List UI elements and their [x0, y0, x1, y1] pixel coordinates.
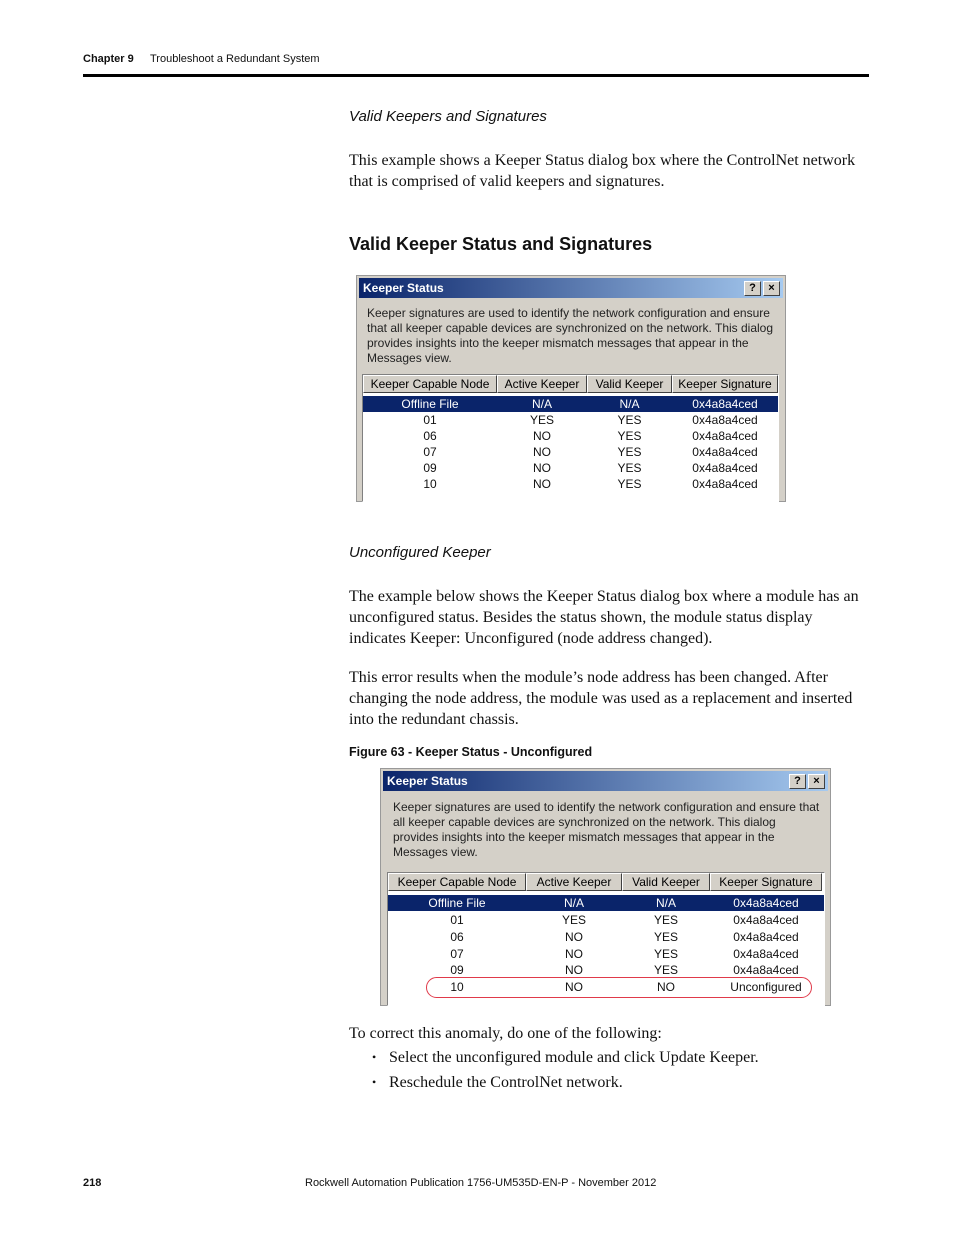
dialog-description: Keeper signatures are used to identify the network configuration and ensure that all keeper capable devices are synchronized on the network. This dialog provides insights into the keeper mismatch messages that appear in the Messages view.: [393, 800, 820, 859]
cell-signature: 0x4a8a4ced: [733, 896, 799, 910]
cell-valid: NO: [657, 980, 675, 994]
column-header-active[interactable]: Active Keeper: [526, 873, 622, 891]
cell-signature: 0x4a8a4ced: [692, 477, 758, 491]
dialog-title: Keeper Status: [363, 281, 444, 295]
cell-node: Offline File: [428, 896, 486, 910]
cell-valid: YES: [617, 429, 642, 443]
keeper-list[interactable]: [387, 872, 825, 1006]
chapter-label: Chapter 9: [83, 53, 134, 65]
help-icon[interactable]: ?: [744, 281, 761, 296]
figure-caption: Figure 63 - Keeper Status - Unconfigured: [349, 745, 593, 759]
column-header-node[interactable]: Keeper Capable Node: [363, 375, 497, 393]
cell-active: N/A: [531, 397, 552, 411]
cell-valid: YES: [617, 477, 642, 491]
table-row[interactable]: [388, 946, 824, 962]
keeper-status-dialog-unconfigured: [380, 768, 831, 1006]
cell-signature: 0x4a8a4ced: [692, 397, 758, 411]
cell-node: 07: [423, 445, 437, 459]
cell-valid: YES: [617, 413, 642, 427]
cell-active: NO: [565, 930, 583, 944]
cell-node: 09: [423, 461, 437, 475]
keeper-list[interactable]: [362, 374, 779, 502]
column-header-valid[interactable]: Valid Keeper: [587, 375, 672, 393]
dialog-title-bar: [383, 771, 828, 791]
paragraph-valid-keepers: This example shows a Keeper Status dialog box where the ControlNet network that is comprised of valid keepers and signatures.: [349, 152, 856, 190]
cell-valid: YES: [617, 461, 642, 475]
highlight-oval: [426, 977, 812, 998]
table-row[interactable]: [363, 444, 778, 460]
cell-valid: YES: [653, 930, 678, 944]
correction-list: [369, 1045, 869, 1095]
cell-node: 09: [450, 963, 464, 977]
cell-active: NO: [565, 980, 583, 994]
cell-signature: 0x4a8a4ced: [733, 947, 799, 961]
publication-info: Rockwell Automation Publication 1756-UM535D-EN-P - November 2012: [305, 1177, 657, 1189]
table-row[interactable]: [388, 929, 824, 945]
dialog-title-bar: [359, 278, 783, 298]
chapter-title: Troubleshoot a Redundant System: [150, 53, 320, 65]
paragraph-unconfigured-1: The example below shows the Keeper Status dialog box where a module has an unconfigured status. Besides the status shown, the module status display indicates Keeper: Unconfigured (node address changed).: [349, 588, 859, 647]
table-row[interactable]: [363, 396, 778, 412]
heading-valid-keeper-status: Valid Keeper Status and Signatures: [349, 234, 653, 254]
table-row[interactable]: [388, 962, 824, 978]
cell-signature: 0x4a8a4ced: [692, 461, 758, 475]
cell-node: 06: [423, 429, 437, 443]
cell-node: 07: [450, 947, 464, 961]
column-header-active[interactable]: Active Keeper: [497, 375, 587, 393]
cell-valid: YES: [653, 913, 678, 927]
cell-valid: N/A: [655, 896, 676, 910]
header-rule: [83, 74, 869, 77]
dialog-description: Keeper signatures are used to identify the network configuration and ensure that all keeper capable devices are synchronized on the network. This dialog provides insights into the keeper mismatch messages that appear in the Messages view.: [367, 306, 774, 365]
cell-valid: YES: [617, 445, 642, 459]
correction-intro: To correct this anomaly, do one of the following:: [349, 1025, 662, 1042]
cell-active: NO: [533, 477, 551, 491]
list-item: • Reschedule the ControlNet network.: [369, 1070, 869, 1095]
cell-active: NO: [533, 445, 551, 459]
cell-node: 01: [423, 413, 437, 427]
cell-active: NO: [565, 963, 583, 977]
cell-signature: 0x4a8a4ced: [733, 930, 799, 944]
list-item: • Select the unconfigured module and click Update Keeper.: [369, 1045, 869, 1070]
cell-valid: YES: [653, 947, 678, 961]
cell-signature: 0x4a8a4ced: [692, 429, 758, 443]
column-header-node[interactable]: Keeper Capable Node: [388, 873, 526, 891]
cell-signature: Unconfigured: [730, 980, 802, 994]
keeper-status-dialog-valid: [356, 275, 786, 502]
subheading-valid-keepers: Valid Keepers and Signatures: [349, 108, 547, 125]
column-header-signature[interactable]: Keeper Signature: [710, 873, 822, 891]
cell-active: NO: [533, 429, 551, 443]
cell-signature: 0x4a8a4ced: [692, 445, 758, 459]
cell-node: Offline File: [401, 397, 459, 411]
cell-active: YES: [561, 913, 586, 927]
table-row[interactable]: [388, 912, 824, 928]
cell-node: 10: [450, 980, 464, 994]
cell-active: NO: [565, 947, 583, 961]
close-icon[interactable]: ×: [808, 774, 825, 789]
table-row[interactable]: [363, 412, 778, 428]
help-icon[interactable]: ?: [789, 774, 806, 789]
close-icon[interactable]: ×: [763, 281, 780, 296]
page-number: 218: [83, 1177, 102, 1189]
table-row[interactable]: [363, 476, 778, 492]
cell-active: NO: [533, 461, 551, 475]
paragraph-unconfigured-2: This error results when the module’s node address has been changed. After changing the node address, the module was used as a replacement and inserted into the redundant chassis.: [349, 669, 853, 728]
cell-node: 06: [450, 930, 464, 944]
column-header-valid[interactable]: Valid Keeper: [622, 873, 710, 891]
table-row[interactable]: [363, 460, 778, 476]
cell-valid: N/A: [619, 397, 640, 411]
subheading-unconfigured-keeper: Unconfigured Keeper: [349, 544, 491, 561]
cell-active: N/A: [563, 896, 584, 910]
cell-node: 01: [450, 913, 464, 927]
table-row[interactable]: [388, 895, 824, 911]
table-row[interactable]: [363, 428, 778, 444]
cell-active: YES: [529, 413, 554, 427]
cell-node: 10: [423, 477, 437, 491]
cell-valid: YES: [653, 963, 678, 977]
cell-signature: 0x4a8a4ced: [692, 413, 758, 427]
column-header-signature[interactable]: Keeper Signature: [672, 375, 778, 393]
cell-signature: 0x4a8a4ced: [733, 963, 799, 977]
cell-signature: 0x4a8a4ced: [733, 913, 799, 927]
dialog-title: Keeper Status: [387, 774, 468, 788]
